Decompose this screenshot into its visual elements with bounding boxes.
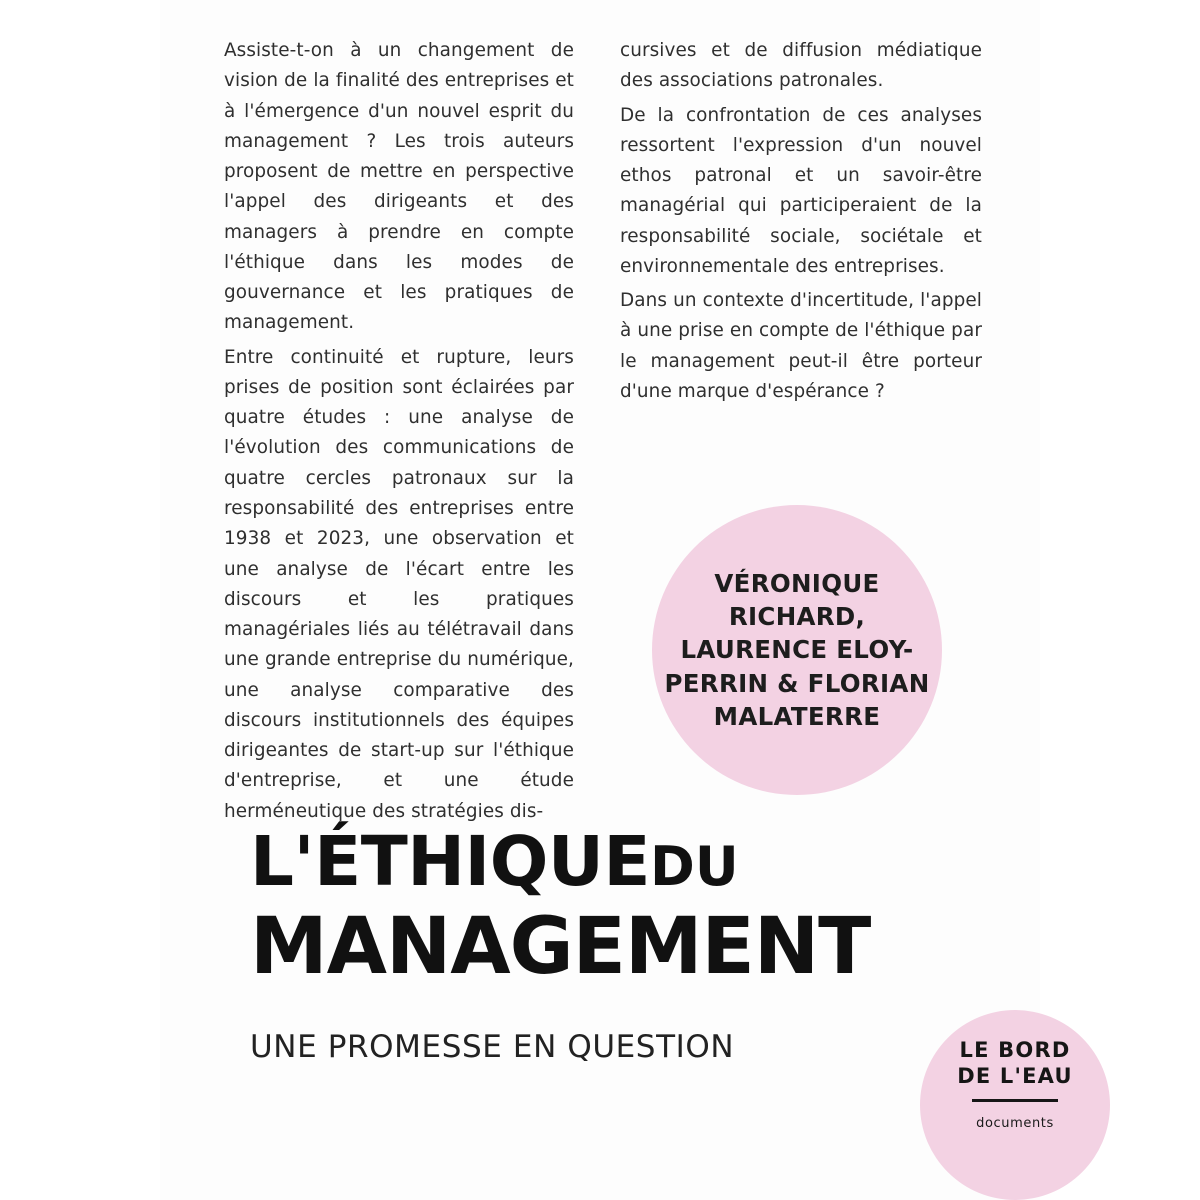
publisher-name-line-2: DE L'EAU: [957, 1063, 1073, 1088]
publisher-rule: [972, 1099, 1058, 1102]
blurb-paragraph: Dans un contexte d'incertitude, l'appel à une prise en compte de l'éthique par le management peut-il être porteur d'une marque d'espérance ?: [620, 290, 982, 402]
author-disc: [652, 505, 942, 795]
blurb-column-left: [224, 36, 574, 831]
blurb-column-right: [620, 36, 982, 411]
author-names: VÉRONIQUE RICHARD, LAURENCE ELOY-PERRIN & FLORIAN MALATERRE: [664, 568, 930, 731]
blurb-paragraph: Entre continuité et rupture, leurs prises de position sont éclairées par quatre études : une analyse de l'évolution des communications de quatre cercles patronaux sur la responsabilité des entreprises entre 1938 et 2023, une observation et une analyse de l'écart entre les discours et les pratiques managériales liés au télétravail dans une grande entreprise du numérique, une analyse comparative des discours institutionnels des équipes dirigeantes de start-up sur l'éthique d'entreprise, et une étude herméneutique des stratégies dis-: [224, 346, 574, 822]
blurb-paragraph: cursives et de diffusion médiatique des associations patronales.: [620, 40, 982, 92]
book-title-main: L'ÉTHIQUE: [250, 822, 651, 902]
publisher-collection: documents: [976, 1116, 1054, 1132]
book-title-du: DU: [650, 835, 739, 898]
book-title-line-1: [250, 822, 950, 902]
publisher-logo-disc: [920, 1010, 1110, 1200]
publisher-logo-inner: [920, 1038, 1110, 1131]
blurb-paragraph: De la confrontation de ces analyses ressortent l'expression d'un nouvel ethos patronal et un savoir-être managérial qui participeraient de la responsabilité sociale, sociétale et environnementale des entreprises.: [620, 104, 982, 277]
title-block: [250, 822, 950, 1066]
publisher-name-line-1: LE BORD: [959, 1038, 1071, 1062]
book-subtitle: UNE PROMESSE EN QUESTION: [250, 1029, 735, 1066]
blurb-paragraph: Assiste-t-on à un changement de vision de la finalité des entreprises et à l'émergence d'un nouvel esprit du management ? Les trois auteurs proposent de mettre en perspective l'appel des dirigeants et des managers à prendre en compte l'éthique dans les modes de gouvernance et les pratiques de management.: [224, 40, 574, 334]
book-title-line-2: MANAGEMENT: [250, 902, 871, 992]
